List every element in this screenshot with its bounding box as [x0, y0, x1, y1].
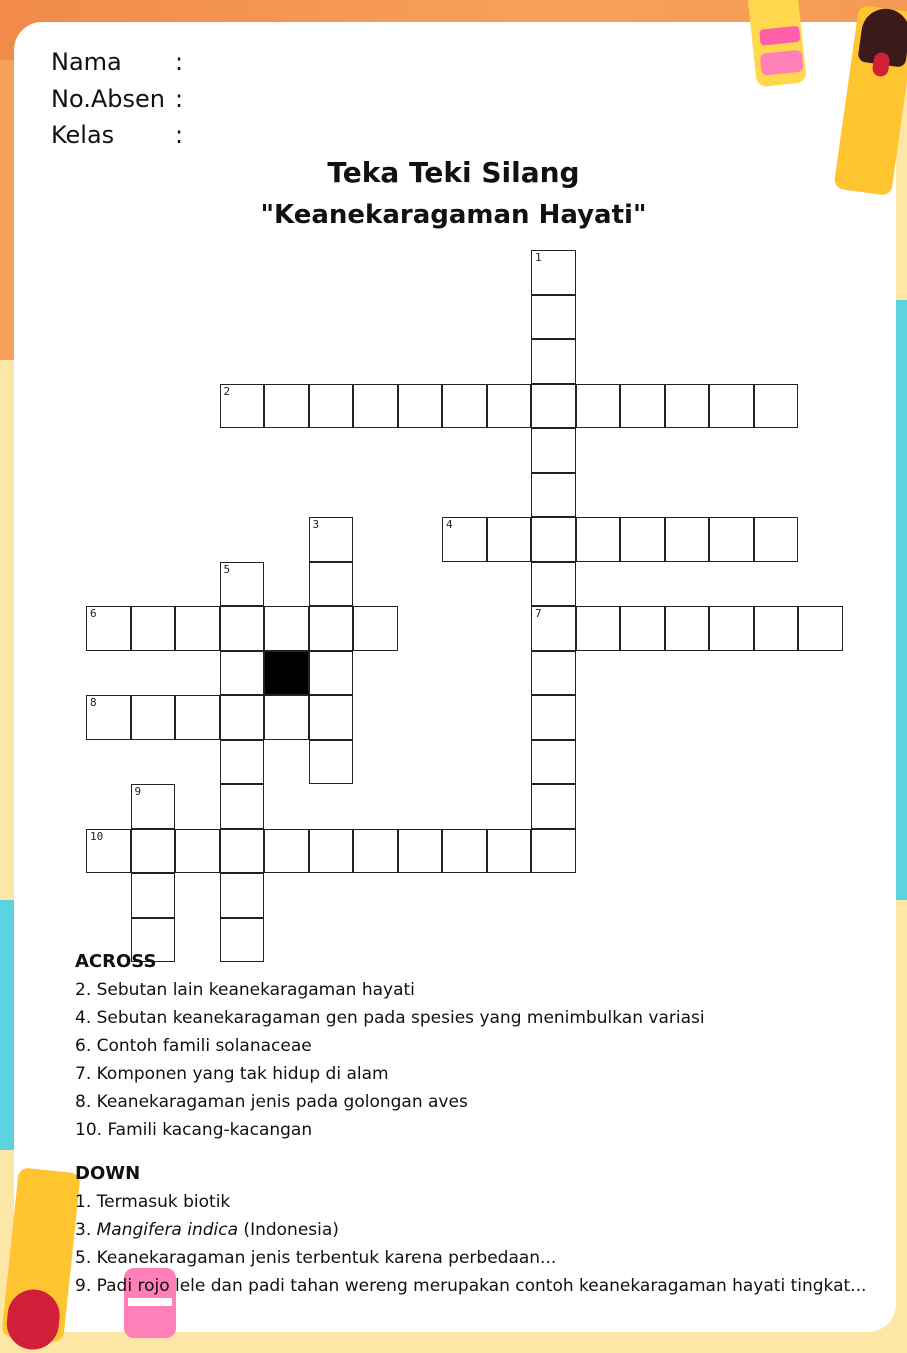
crossword-cell[interactable]: [576, 517, 621, 562]
crossword-cell[interactable]: [353, 829, 398, 874]
crossword-cell[interactable]: [709, 517, 754, 562]
across-heading: ACROSS: [75, 951, 157, 972]
crossword-cell[interactable]: [531, 562, 576, 607]
crossword-cell[interactable]: [264, 829, 309, 874]
crossword-cell[interactable]: [620, 606, 665, 651]
clue-number: 8: [90, 696, 97, 709]
blocked-cell: [264, 651, 309, 696]
crossword-cell[interactable]: [531, 295, 576, 340]
absen-colon: :: [175, 85, 184, 113]
crossword-cell[interactable]: [798, 606, 843, 651]
crossword-cell[interactable]: [131, 695, 176, 740]
clue-number: 6: [90, 607, 97, 620]
crossword-cell[interactable]: [264, 606, 309, 651]
absen-field[interactable]: [51, 85, 184, 113]
crossword-cell[interactable]: [487, 829, 532, 874]
across-clue: 10. Famili kacang-kacangan: [75, 1120, 313, 1140]
crossword-cell[interactable]: [175, 606, 220, 651]
crossword-cell[interactable]: [487, 384, 532, 429]
crossword-cell[interactable]: [220, 695, 265, 740]
crossword-cell[interactable]: [131, 829, 176, 874]
crossword-cell[interactable]: [220, 873, 265, 918]
clue-number: 10: [90, 829, 104, 843]
crossword-cell[interactable]: [309, 651, 354, 696]
across-clue: 7. Komponen yang tak hidup di alam: [75, 1064, 389, 1084]
crossword-cell[interactable]: [754, 384, 799, 429]
pencil-decoration-icon: [747, 0, 807, 87]
crossword-cell[interactable]: [487, 517, 532, 562]
crossword-cell[interactable]: [531, 829, 576, 874]
crossword-cell[interactable]: [398, 384, 443, 429]
crossword-cell[interactable]: [531, 384, 576, 429]
crossword-cell[interactable]: [86, 695, 131, 740]
crossword-cell[interactable]: [442, 517, 487, 562]
across-clue: 4. Sebutan keanekaragaman gen pada spesies yang menimbulkan variasi: [75, 1008, 705, 1028]
down-clue: 1. Termasuk biotik: [75, 1192, 231, 1212]
kelas-field[interactable]: [51, 121, 184, 149]
crossword-cell[interactable]: [576, 606, 621, 651]
crossword-cell[interactable]: [220, 606, 265, 651]
crossword-cell[interactable]: [353, 606, 398, 651]
crossword-cell[interactable]: [709, 384, 754, 429]
absen-label: No.Absen: [51, 85, 165, 113]
down-heading: DOWN: [75, 1163, 141, 1184]
crossword-cell[interactable]: [220, 651, 265, 696]
crossword-cell[interactable]: [665, 384, 710, 429]
crossword-cell[interactable]: [86, 606, 131, 651]
crossword-cell[interactable]: [220, 740, 265, 785]
crossword-cell[interactable]: [220, 784, 265, 829]
crossword-cell[interactable]: [709, 606, 754, 651]
crossword-cell[interactable]: [442, 829, 487, 874]
clue-number: 1: [535, 251, 542, 264]
crossword-cell[interactable]: [264, 695, 309, 740]
clue-list: [75, 948, 866, 1300]
page-title: Teka Teki Silang: [327, 156, 580, 189]
crossword-cell[interactable]: [220, 829, 265, 874]
crossword-cell[interactable]: [309, 695, 354, 740]
crossword-cell[interactable]: [309, 740, 354, 785]
crossword-cell[interactable]: [754, 606, 799, 651]
clue-number: 4: [446, 518, 453, 531]
down-clue: 3. Mangifera indica (Indonesia): [75, 1220, 339, 1240]
crossword-cell[interactable]: [309, 606, 354, 651]
crossword-cell[interactable]: [398, 829, 443, 874]
crossword-cell[interactable]: [620, 384, 665, 429]
clue-number: 7: [535, 607, 542, 620]
across-clue: 2. Sebutan lain keanekaragaman hayati: [75, 980, 415, 1000]
crossword-cell[interactable]: [264, 384, 309, 429]
crossword-cell[interactable]: [665, 606, 710, 651]
kelas-colon: :: [175, 121, 184, 149]
crossword-cell[interactable]: [531, 784, 576, 829]
crossword-cell[interactable]: [620, 517, 665, 562]
across-clue: 6. Contoh famili solanaceae: [75, 1036, 312, 1056]
crossword-cell[interactable]: [309, 562, 354, 607]
kelas-label: Kelas: [51, 121, 115, 149]
crossword-cell[interactable]: [309, 517, 354, 562]
page-subtitle: "Keanekaragaman Hayati": [260, 200, 647, 230]
crossword-cell[interactable]: [531, 606, 576, 651]
across-clue: 8. Keanekaragaman jenis pada golongan aves: [75, 1092, 468, 1112]
crossword-cell[interactable]: [531, 473, 576, 518]
crossword-cell[interactable]: [442, 384, 487, 429]
crossword-cell[interactable]: [531, 339, 576, 384]
clue-number: 3: [312, 518, 320, 531]
crossword-cell[interactable]: [309, 384, 354, 429]
crossword-cell[interactable]: [131, 784, 176, 829]
clue-number: 9: [134, 785, 142, 798]
crossword-cell[interactable]: [175, 829, 220, 874]
crossword-cell[interactable]: [86, 829, 131, 874]
crossword-cell[interactable]: [131, 873, 176, 918]
crossword-cell[interactable]: [531, 428, 576, 473]
crossword-cell[interactable]: [531, 695, 576, 740]
crossword-cell[interactable]: [309, 829, 354, 874]
crossword-cell[interactable]: [531, 250, 576, 295]
crossword-cell[interactable]: [220, 384, 265, 429]
crossword-cell[interactable]: [131, 606, 176, 651]
crossword-cell[interactable]: [665, 517, 710, 562]
crossword-cell[interactable]: [531, 740, 576, 785]
name-colon: :: [175, 48, 184, 76]
crossword-cell[interactable]: [353, 384, 398, 429]
clue-number: 5: [223, 562, 231, 576]
crossword-cell[interactable]: [531, 517, 576, 562]
name-label: Nama: [51, 48, 122, 76]
down-clue: 9. Padi rojo lele dan padi tahan wereng merupakan contoh keanekaragaman hayati tingkat...: [75, 1276, 867, 1296]
crossword-cell[interactable]: [220, 562, 265, 607]
crossword-cell[interactable]: [175, 695, 220, 740]
crossword-cell[interactable]: [576, 384, 621, 429]
clue-number: 2: [223, 384, 231, 398]
crossword-cell[interactable]: [531, 651, 576, 696]
name-field[interactable]: [51, 48, 184, 76]
down-clue: 5. Keanekaragaman jenis terbentuk karena perbedaan...: [75, 1248, 557, 1268]
crossword-cell[interactable]: [754, 517, 799, 562]
